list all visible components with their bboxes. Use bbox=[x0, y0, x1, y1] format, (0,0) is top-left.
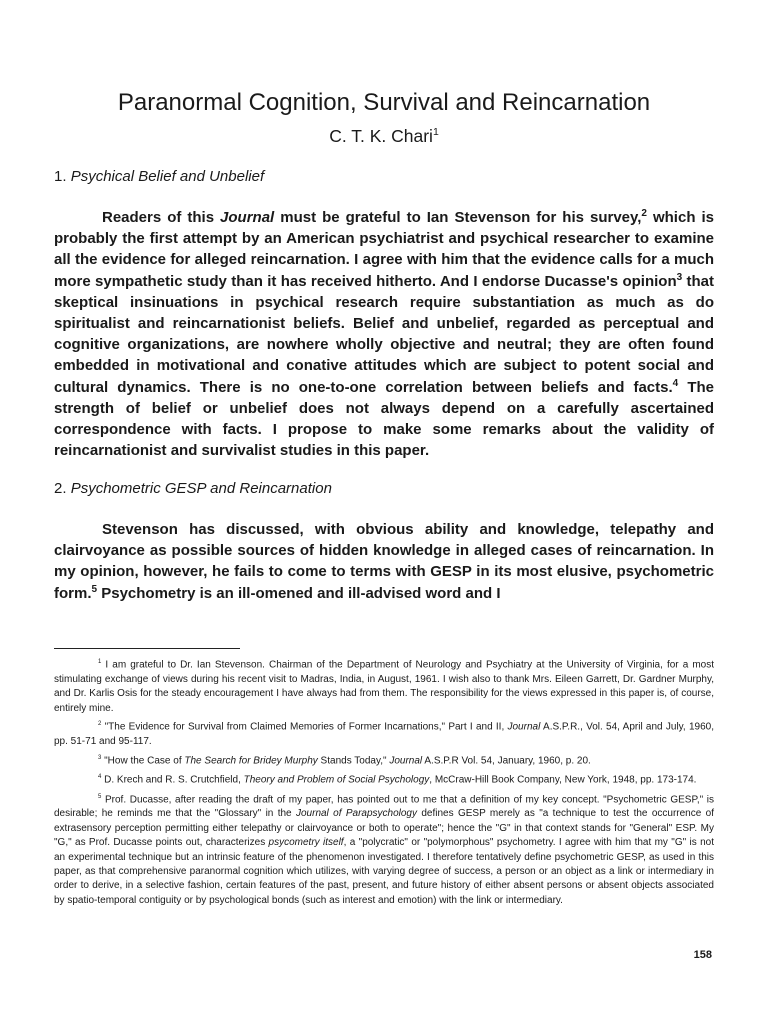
footnote-number: 4 bbox=[98, 774, 102, 781]
footnote-text: D. Krech and R. S. Crutchfield, bbox=[101, 774, 244, 786]
footnotes bbox=[54, 655, 714, 910]
body-paragraph-2 bbox=[54, 519, 714, 604]
footnote-text: , McCraw-Hill Book Company, New York, 1948, pp. 173-174. bbox=[429, 774, 697, 786]
section-heading-1 bbox=[54, 167, 264, 187]
footnote-text: "The Evidence for Survival from Claimed Memories of Former Incarnations," Part I and II, bbox=[101, 721, 508, 733]
footnote-text: A.S.P.R Vol. 54, January, 1960, p. 20. bbox=[422, 755, 591, 767]
footnote-text: A.S.P.R., Vol. 54, April and July, 1960, pp. 51-71 and 95-117. bbox=[54, 721, 714, 748]
text-run: Stevenson has discussed, with obvious ability and knowledge, telepathy and clairvoyance as possible sources of hidden knowledge in alleged cases of reincarnation. In my opinion, however, he fails to come to terms with GESP in its most elusive, psychometric form. bbox=[54, 521, 714, 602]
section-heading-2 bbox=[54, 479, 332, 499]
footnote-4 bbox=[54, 770, 714, 788]
author-footnote-ref[interactable]: 1 bbox=[432, 126, 439, 138]
text-run: Psychometry is an ill-omened and ill-advised word and I bbox=[97, 584, 501, 602]
footnote-text-italic: Journal bbox=[507, 721, 541, 733]
footnote-number: 3 bbox=[98, 755, 102, 762]
footnote-text: defines GESP merely as "a technique to test the occurrence of extrasensory perception permitting either telepathy or clairvoyance or both to operate"; hence the "G" in that context stands for "General" ESP. My "G," as Prof. Ducasse points out, characterizes bbox=[54, 808, 714, 849]
author-name: C. T. K. Chari bbox=[329, 125, 433, 146]
text-run: Readers of this bbox=[102, 209, 221, 226]
footnote-text: Prof. Ducasse, after reading the draft of my paper, has pointed out to me that a definition of my key concept. "Psychometric GESP," is desirable; he reminds me that the "Glossary" in the bbox=[54, 793, 714, 820]
text-run-italic: Journal bbox=[220, 209, 275, 226]
footnote-ref[interactable]: 5 bbox=[91, 583, 98, 595]
footnote-5 bbox=[54, 790, 714, 909]
section-title: Psychometric GESP and Reincarnation bbox=[70, 480, 332, 497]
footnote-ref[interactable]: 3 bbox=[676, 271, 683, 283]
footnote-number: 2 bbox=[98, 721, 102, 728]
footnote-text: I am grateful to Dr. Ian Stevenson. Chairman of the Department of Neurology and Psychiatry at the University of Virginia, for a most stimulating exchange of views during his recent visit to Madras, India, in August, 1961. I wish also to thank Mrs. Eileen Garrett, Dr. Gardner Murphy, and Dr. Karlis Osis for the steady encouragement I have always had from them. The responsibility for the views expressed in this paper is, of course, entirely mine. bbox=[54, 659, 714, 714]
footnote-ref[interactable]: 2 bbox=[641, 208, 647, 219]
page-number: 158 bbox=[693, 949, 712, 961]
body-paragraph-1 bbox=[54, 207, 714, 461]
footnote-text-italic: Journal of Parapsychology bbox=[295, 808, 417, 820]
footnote-text-italic: Journal bbox=[389, 755, 423, 767]
footnote-number: 1 bbox=[98, 659, 102, 665]
text-run: that skeptical insinuations in psychical research require substantiation as much as do spiritualist and reincarnationist beliefs. Belief and unbelief, regarded as perceptual and cognitive organizations, are nowhere wholly objective and neutral; they are often found embedded in motivational and conative attitudes which are subject to potent social and cultural dynamics. There is no one-to-one correlation between beliefs and facts. bbox=[54, 272, 714, 396]
footnote-ref[interactable]: 4 bbox=[672, 377, 679, 389]
page-title: Paranormal Cognition, Survival and Reincarnation bbox=[117, 89, 651, 116]
text-run: which is probably the first attempt by an American psychiatrist and psychical researcher to examine all the evidence for alleged reincarnation. I agree with him that the evidence calls for a much more sympathetic study than it has received hitherto. And I endorse Ducasse's opinion bbox=[54, 209, 714, 290]
footnote-number: 5 bbox=[98, 793, 102, 800]
footnote-text-italic: Theory and Problem of Social Psychology bbox=[243, 774, 430, 786]
text-run: The strength of belief or unbelief does not always depend on a carefully ascertained correspondence with facts. I propose to make some remarks about the validity of reincarnationist and survivalist studies in this paper. bbox=[54, 378, 714, 460]
footnote-text: Stands Today," bbox=[317, 755, 390, 767]
footnote-text-italic: psycometry itself bbox=[268, 837, 344, 849]
footnote-2 bbox=[54, 717, 714, 749]
section-title: Psychical Belief and Unbelief bbox=[70, 168, 265, 185]
footnote-3 bbox=[54, 751, 714, 769]
author-line bbox=[0, 120, 768, 148]
footnote-divider bbox=[54, 648, 240, 649]
text-run: must be grateful to Ian Stevenson for his survey, bbox=[274, 209, 642, 226]
section-number: 2. bbox=[54, 480, 67, 497]
footnote-text: , a "polycratic" or "polymorphous" psychometry. I agree with him that my "G" is not an experimental technique but an intrinsic feature of the phenomenon investigated. I therefore tentatively define psychometric GESP, as used in this paper, as that comprehensive paranormal cognition which utilizes, with varying degree of success, a person or an object as a link or intermediary in order to derive, in a selective fashion, certain features of the past, present, and future history of either absent persons or absent objects associated by spatio-temporal contiguity or by psychological bonds (such as interest and emotion) with the link or intermediary. bbox=[54, 837, 714, 906]
footnote-text-italic: The Search for Bridey Murphy bbox=[184, 755, 318, 767]
section-number: 1. bbox=[54, 168, 67, 185]
footnote-1 bbox=[54, 655, 714, 716]
footnote-text: "How the Case of bbox=[101, 755, 185, 767]
